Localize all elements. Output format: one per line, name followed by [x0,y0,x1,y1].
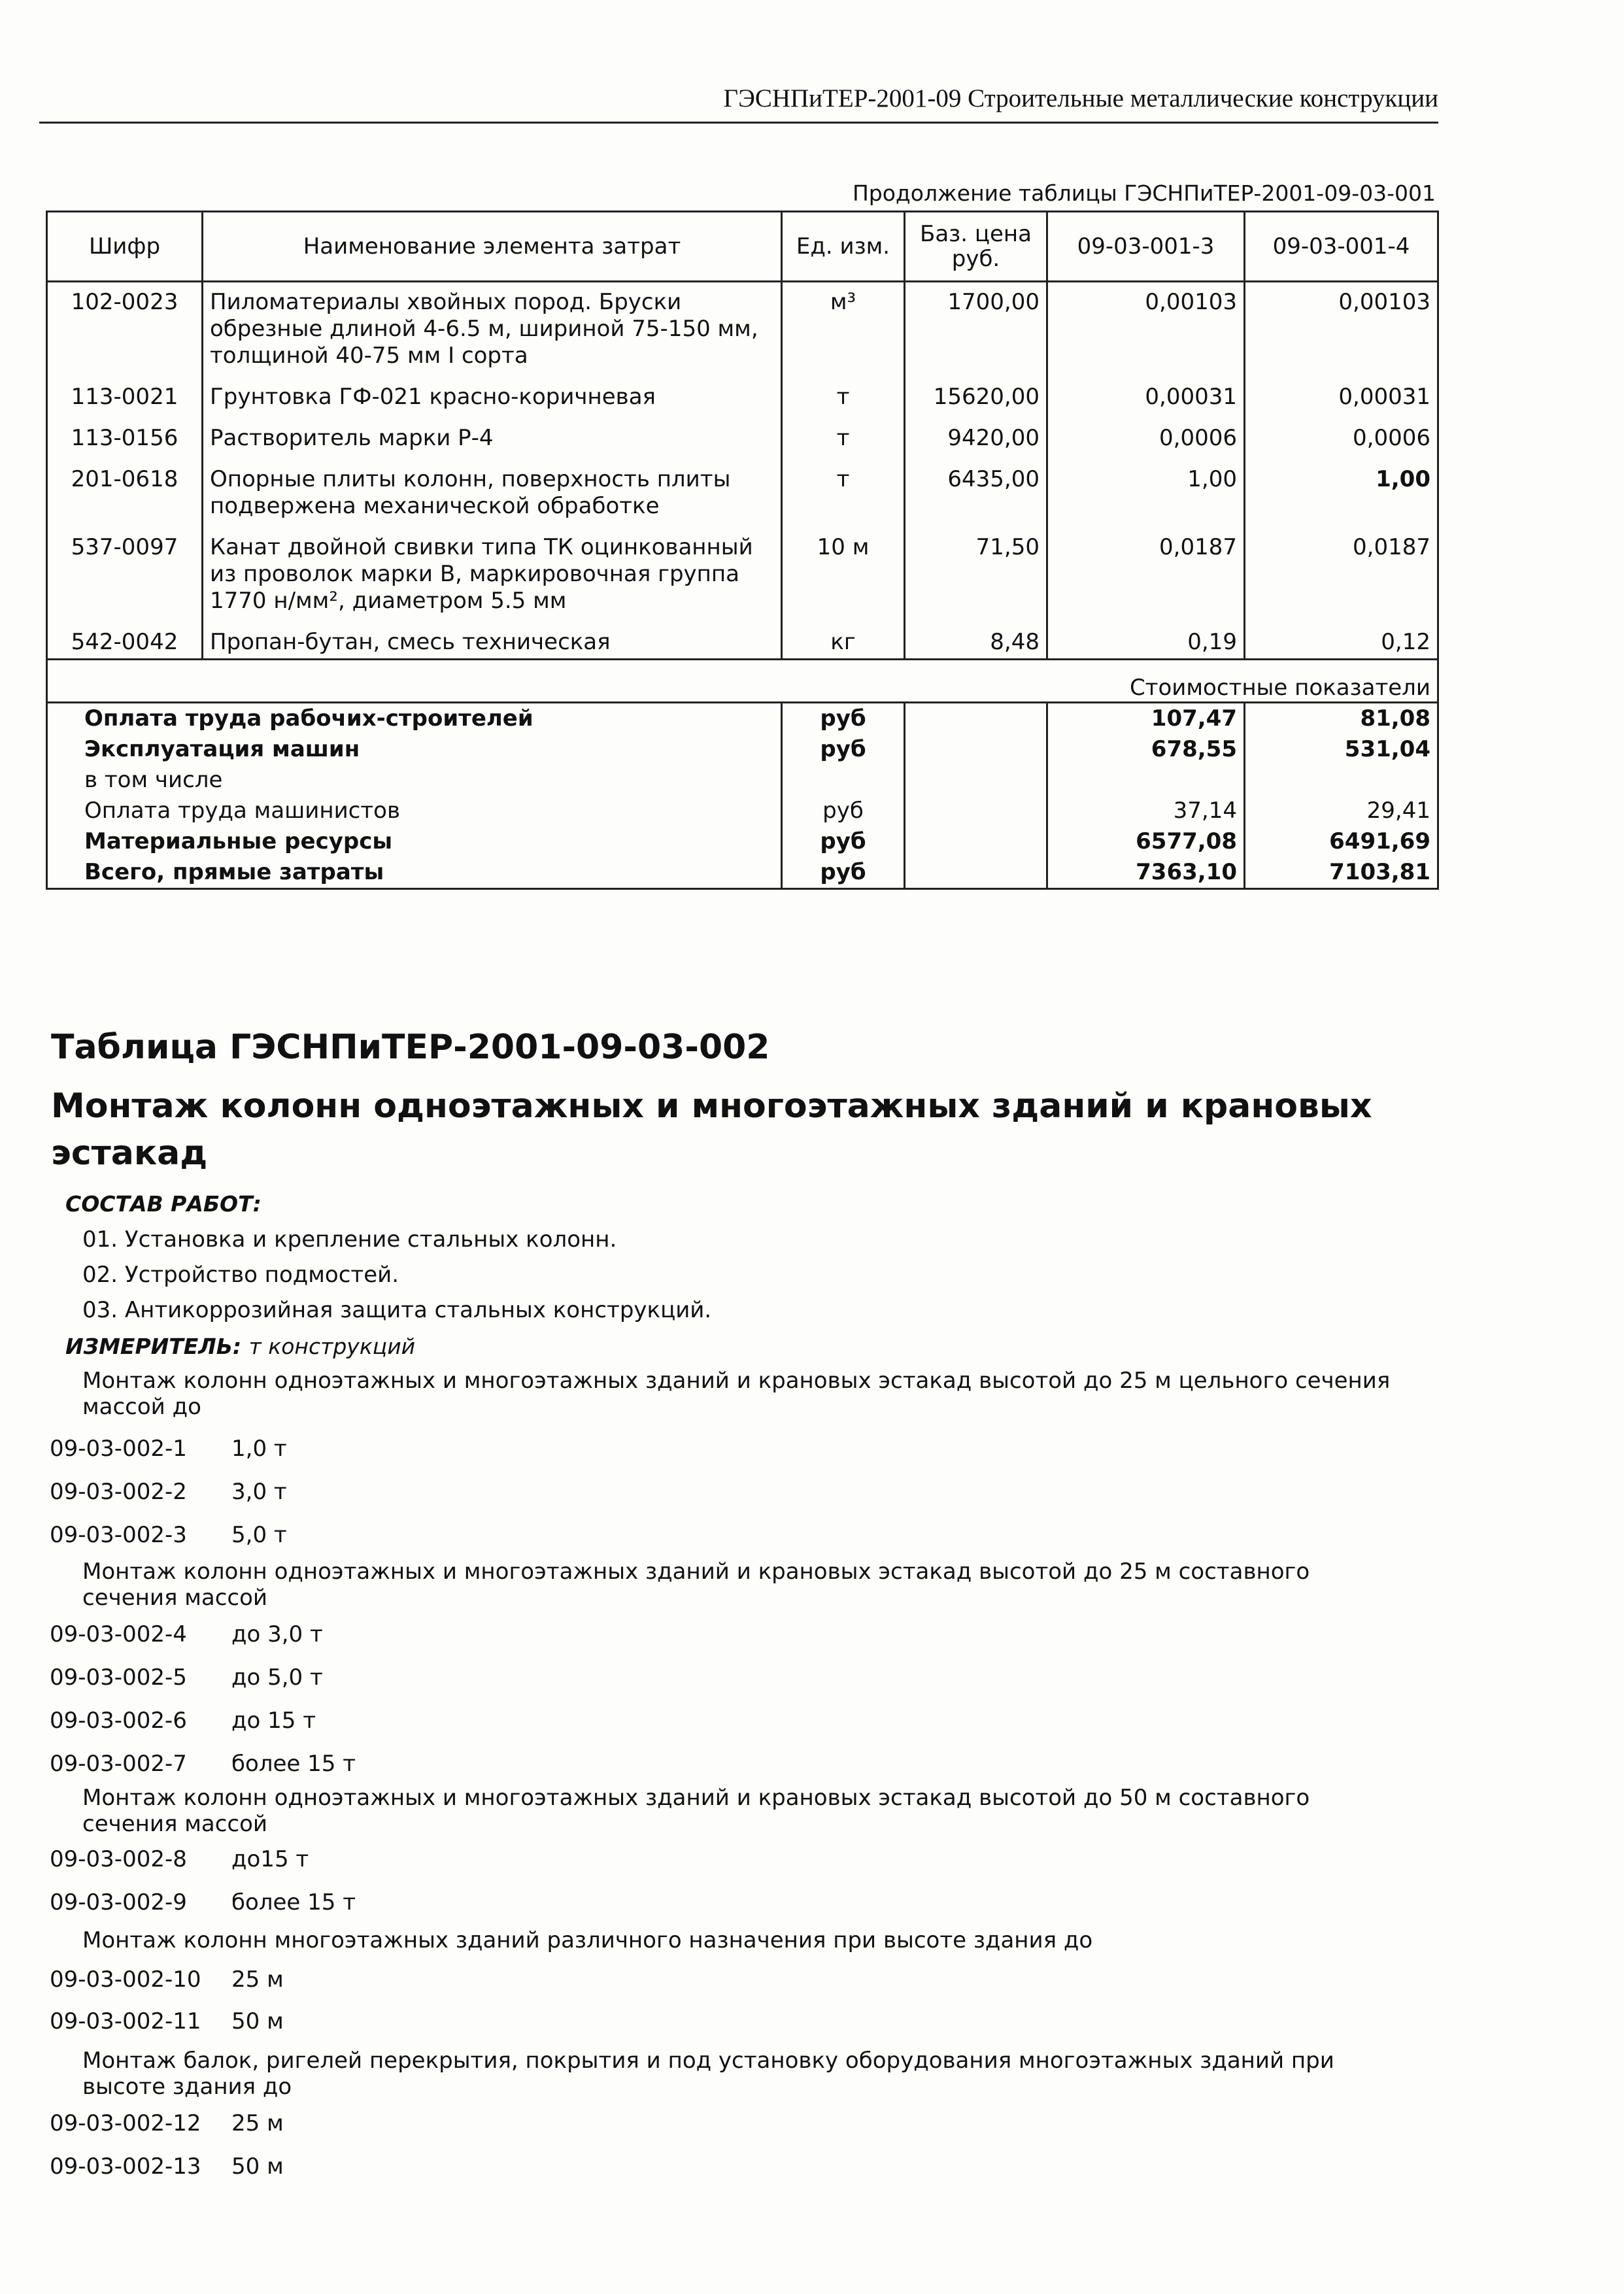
value-cell-4: 0,0187 [1245,522,1438,617]
value-cell-3: 0,19 [1047,617,1245,660]
cost-header: Стоимостные показатели [47,660,1438,703]
item-value: 1,0 т [231,1436,287,1462]
unit-cell: 10 м [782,522,905,617]
value-cell-3: 1,00 [1047,454,1245,522]
item-code: 09-03-002-4 [50,1621,187,1647]
name-cell: Грунтовка ГФ-021 красно-коричневая [203,372,782,413]
summary-row [47,796,1438,826]
summary-unit: руб [782,857,905,889]
column-header: Ед. изм. [782,212,905,282]
code-cell: 201-0618 [47,454,203,522]
price-cell: 9420,00 [905,413,1047,454]
work-item: 03. Антикоррозийная защита стальных конструкций. [82,1297,712,1323]
name-cell: Растворитель марки Р-4 [203,413,782,454]
price-cell: 15620,00 [905,372,1047,413]
item-code: 09-03-002-8 [50,1846,187,1872]
summary-value-4 [1245,765,1438,796]
unit-cell: кг [782,617,905,660]
item-value: более 15 т [231,1889,356,1915]
summary-value-3: 6577,08 [1047,826,1245,857]
summary-name: Всего, прямые затраты [47,857,782,889]
code-cell: 537-0097 [47,522,203,617]
item-value: до 3,0 т [231,1621,323,1647]
item-value: до15 т [231,1846,309,1872]
item-value: 5,0 т [231,1522,287,1548]
resources-table [46,211,1439,890]
name-cell: Пиломатериалы хвойных пород. Бруски обрезные длиной 4-6.5 м, шириной 75-150 мм, толщиной 40-75 мм I сорта [203,282,782,373]
summary-value-3: 678,55 [1047,734,1245,765]
column-header: 09-03-001-4 [1245,212,1438,282]
code-cell: 113-0021 [47,372,203,413]
item-value: 25 м [231,2110,284,2136]
works-label: СОСТАВ РАБОТ: [65,1191,262,1217]
work-item: 01. Установка и крепление стальных колонн. [82,1226,617,1253]
value-cell-4: 1,00 [1245,454,1438,522]
summary-name: Материальные ресурсы [47,826,782,857]
summary-row [47,703,1438,735]
item-code: 09-03-002-7 [50,1751,187,1777]
unit-cell: т [782,454,905,522]
summary-unit: руб [782,703,905,735]
summary-unit: руб [782,734,905,765]
column-header: Шифр [47,212,203,282]
summary-name: Эксплуатация машин [47,734,782,765]
value-cell-3: 0,0187 [1047,522,1245,617]
column-header: Наименование элемента затрат [203,212,782,282]
summary-value-4: 81,08 [1245,703,1438,735]
price-cell: 6435,00 [905,454,1047,522]
table-row [47,413,1438,454]
summary-value-4: 6491,69 [1245,826,1438,857]
summary-value-3 [1047,765,1245,796]
summary-row [47,734,1438,765]
table-row [47,372,1438,413]
price-cell: 1700,00 [905,282,1047,373]
item-code: 09-03-002-12 [50,2110,201,2136]
group-description: Монтаж колонн одноэтажных и многоэтажных зданий и крановых эстакад высотой до 25 м цельного сечения массой до [82,1368,1391,1420]
summary-unit: руб [782,826,905,857]
group-description: Монтаж колонн многоэтажных зданий различного назначения при высоте здания до [82,1927,1093,1953]
measure-value: т конструкций [248,1334,416,1359]
work-item: 02. Устройство подмостей. [82,1262,399,1288]
table-continuation-caption: Продолжение таблицы ГЭСНПиТЕР-2001-09-03-001 [752,180,1436,206]
summary-row [47,857,1438,889]
item-code: 09-03-002-2 [50,1479,187,1505]
item-value: 3,0 т [231,1479,287,1505]
summary-value-4: 7103,81 [1245,857,1438,889]
table-row [47,522,1438,617]
group-description: Монтаж колонн одноэтажных и многоэтажных зданий и крановых эстакад высотой до 25 м составного сечения массой [82,1559,1310,1611]
section-heading: Монтаж колонн одноэтажных и многоэтажных зданий и крановых [51,1087,1372,1126]
summary-value-4: 29,41 [1245,796,1438,826]
name-cell: Опорные плиты колонн, поверхность плиты подвержена механической обработке [203,454,782,522]
value-cell-4: 0,00031 [1245,372,1438,413]
summary-unit: руб [782,796,905,826]
code-cell: 113-0156 [47,413,203,454]
value-cell-4: 0,00103 [1245,282,1438,373]
value-cell-3: 0,00103 [1047,282,1245,373]
code-cell: 102-0023 [47,282,203,373]
summary-unit [782,765,905,796]
price-cell: 8,48 [905,617,1047,660]
summary-value-3: 7363,10 [1047,857,1245,889]
table-title: Таблица ГЭСНПиТЕР-2001-09-03-002 [51,1028,770,1067]
item-value: 25 м [231,1966,284,1993]
table-row [47,617,1438,660]
item-code: 09-03-002-13 [50,2153,201,2180]
item-code: 09-03-002-3 [50,1522,187,1548]
summary-value-4: 531,04 [1245,734,1438,765]
column-header: 09-03-001-3 [1047,212,1245,282]
summary-row [47,826,1438,857]
unit-cell: т [782,372,905,413]
summary-name: Оплата труда рабочих-строителей [47,703,782,735]
item-value: 50 м [231,2153,284,2180]
item-code: 09-03-002-10 [50,1966,201,1993]
group-description: Монтаж колонн одноэтажных и многоэтажных зданий и крановых эстакад высотой до 50 м составного сечения массой [82,1785,1310,1837]
section-heading-continued: эстакад [51,1134,208,1173]
code-cell: 542-0042 [47,617,203,660]
value-cell-4: 0,0006 [1245,413,1438,454]
unit-cell: м³ [782,282,905,373]
cost-header-row [47,660,1438,703]
item-value: до 5,0 т [231,1664,323,1691]
item-code: 09-03-002-6 [50,1708,187,1734]
summary-value-3: 37,14 [1047,796,1245,826]
summary-name: Оплата труда машинистов [47,796,782,826]
item-code: 09-03-002-1 [50,1436,187,1462]
name-cell: Канат двойной свивки типа ТК оцинкованный из проволок марки В, маркировочная группа 1770 н/мм², диаметром 5.5 мм [203,522,782,617]
unit-cell: т [782,413,905,454]
value-cell-3: 0,00031 [1047,372,1245,413]
item-value: 50 м [231,2008,284,2034]
table-row [47,454,1438,522]
summary-value-3: 107,47 [1047,703,1245,735]
item-code: 09-03-002-5 [50,1664,187,1691]
value-cell-3: 0,0006 [1047,413,1245,454]
column-header: Баз. цена руб. [905,212,1047,282]
item-code: 09-03-002-9 [50,1889,187,1915]
table-row [47,282,1438,373]
item-value: до 15 т [231,1708,316,1734]
price-cell: 71,50 [905,522,1047,617]
item-value: более 15 т [231,1751,356,1777]
name-cell: Пропан-бутан, смесь техническая [203,617,782,660]
page-header: ГЭСНПиТЕР-2001-09 Строительные металлические конструкции [39,84,1438,124]
measure-label: ИЗМЕРИТЕЛЬ: т конструкций [65,1334,416,1359]
item-code: 09-03-002-11 [50,2008,201,2034]
value-cell-4: 0,12 [1245,617,1438,660]
summary-name: в том числе [47,765,782,796]
table-header-row [47,212,1438,282]
summary-row [47,765,1438,796]
group-description: Монтаж балок, ригелей перекрытия, покрытия и под установку оборудования многоэтажных зданий при высоте здания до [82,2048,1334,2100]
